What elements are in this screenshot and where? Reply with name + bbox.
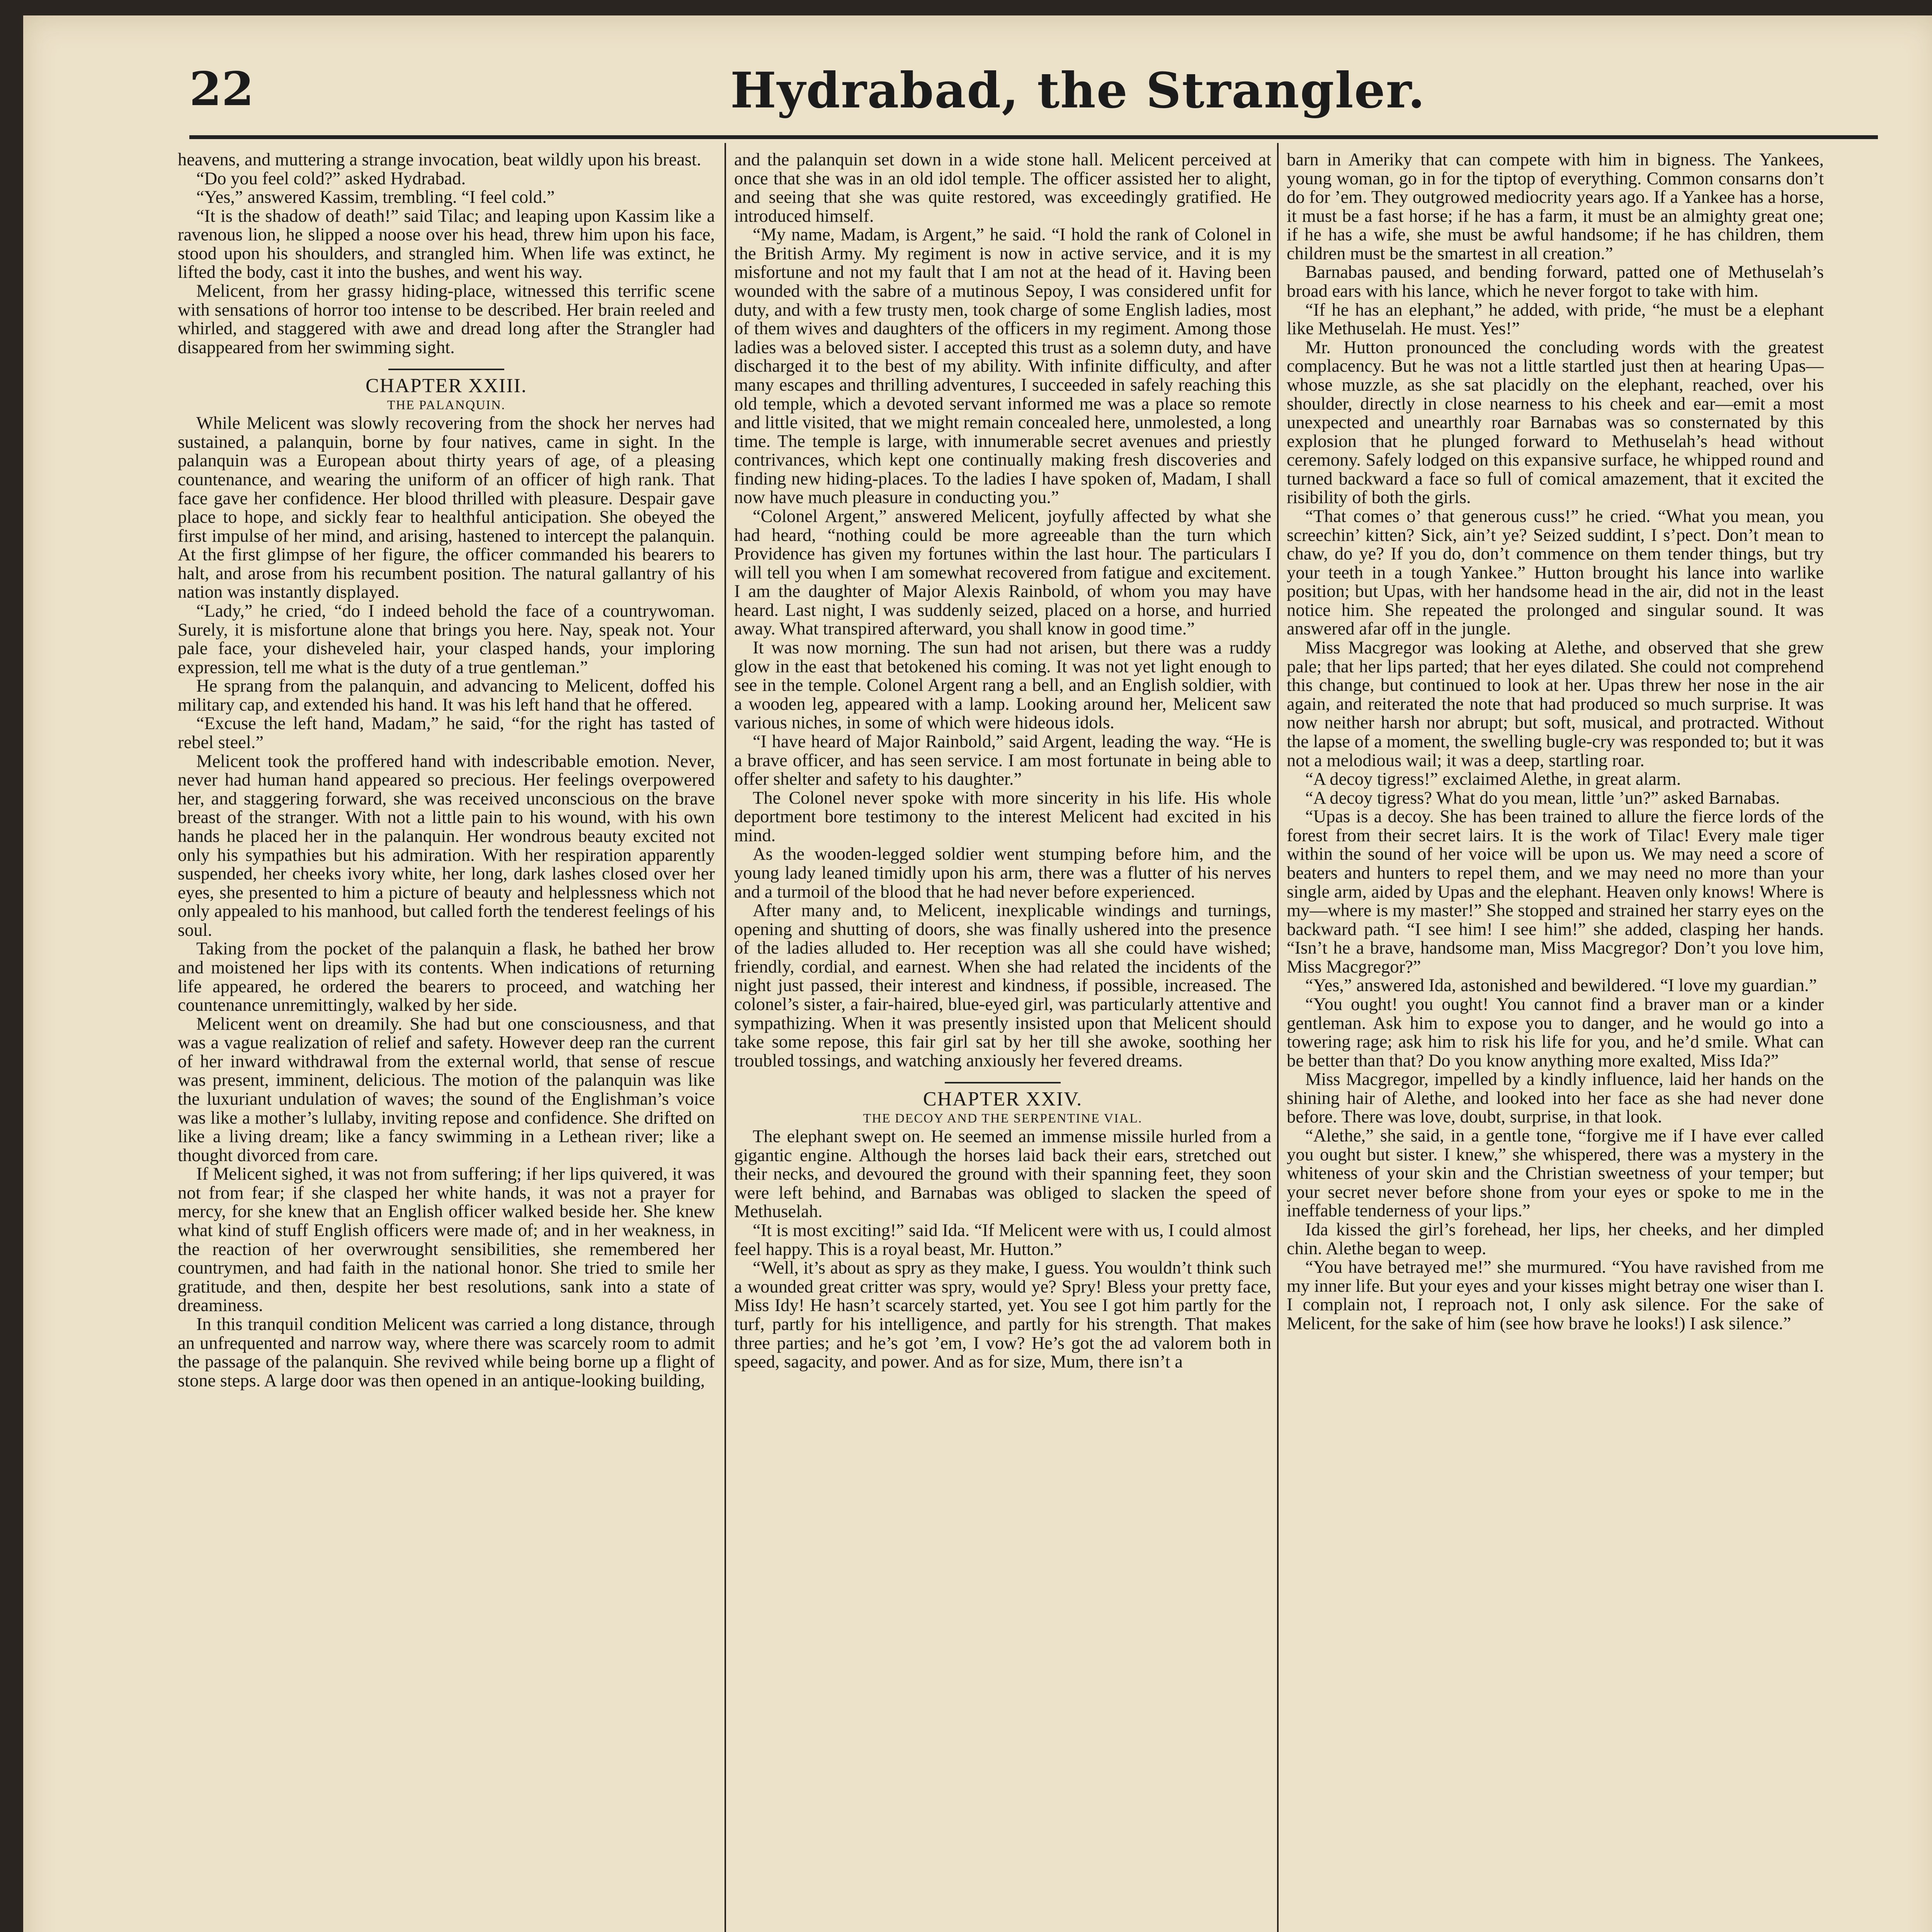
paragraph: “That comes o’ that generous cuss!” he cried. “What you mean, you screechin’ kitten? Sick, ain’t ye? Seized suddint, I s’pect. Don’t mean to chaw, do ye? If you do, don’t commence on them tender things, but try your teeth in a tough Yankee.” Hutton brought his lance into warlike position; but Upas, with her handsome head in the air, did not in the least notice him. She repeated the prolonged and singular sound. It was answered afar off in the jungle. [1287, 506, 1824, 639]
paragraph: “A decoy tigress? What do you mean, little ’un?” asked Barnabas. [1305, 788, 1780, 808]
chapter-subtitle: THE PALANQUIN. [387, 398, 506, 412]
paragraph: Melicent, from her grassy hiding-place, witnessed this terrific scene with sensations of horror too intense to be described. Her brain reeled and whirled, and staggered with awe and dread long after the Strangler had disappeared from her swimming sight. [178, 281, 715, 357]
paragraph: “Yes,” answered Ida, astonished and bewildered. “I love my guardian.” [1305, 976, 1817, 996]
chapter-rule [945, 1082, 1061, 1083]
paragraph: Mr. Hutton pronounced the concluding words with the greatest complacency. But he was not a little startled just then at hearing Upas—whose muzzle, as she sat placidly on the elephant, reached, over his shoulder, directly in close nearness to his cheek and ear—emit a most unexpected and unearthly roar Barnabas was so consternated by this explosion that he plunged forward to Methuselah’s head without ceremony. Safely lodged on this expansive surface, he whipped round and turned backward a face so full of comical amazement, that it excited the risibility of both the girls. [1287, 337, 1824, 508]
paragraph: As the wooden-legged soldier went stumping before him, and the young lady leaned timidly upon his arm, there was a flutter of his nerves and a turmoil of the blood that he had never before experienced. [734, 844, 1271, 902]
paragraph: “Upas is a decoy. She has been trained to allure the fierce lords of the forest from their secret lairs. It is the work of Tilac! Every male tiger within the sound of her voice will be upon us. We may need a score of beaters and hunters to repel them, and we may need no more than your single arm, aided by Upas and the elephant. Heaven only knows! Where is my—where is my master!” She stopped and strained her starry eyes on the backward path. “I see him! I see him!” she added, clasping her hands. “Isn’t he a brave, handsome man, Miss Macgregor? Don’t you love him, Miss Macgregor?” [1287, 807, 1824, 977]
chapter-rule [388, 369, 504, 370]
chapter-heading: CHAPTER XXIV. [923, 1088, 1083, 1111]
paragraph: In this tranquil condition Melicent was carried a long distance, through an unfrequented and narrow way, where there was scarcely room to admit the passage of the palanquin. She revived while being borne up a flight of stone steps. A large door was then opened in an antique-looking building, [178, 1314, 715, 1391]
chapter-heading-block [178, 369, 715, 412]
paragraph: The elephant swept on. He seemed an immense missile hurled from a gigantic engine. Although the horses laid back their ears, stretched out their necks, and devoured the ground with their spanning feet, they soon were left behind, and Barnabas was obliged to slacken the speed of Methuselah. [734, 1127, 1271, 1222]
paragraph: The Colonel never spoke with more sincerity in his life. His whole deportment bore testimony to the interest Melicent had excited in his mind. [734, 788, 1271, 845]
column-divider [1277, 143, 1279, 1932]
paragraph: Barnabas paused, and bending forward, patted one of Methuselah’s broad ears with his lance, which he never forgot to take with him. [1287, 262, 1824, 301]
paragraph: barn in Ameriky that can compete with him in bigness. The Yankees, young woman, go in for the tiptop of everything. Common consarns don’t do for ’em. They outgrowed mediocrity years ago. If a Yankee has a horse, it must be a fast horse; if he has a farm, it must be an almighty great one; if he has a wife, she must be awful handsome; if he has children, them children must be the smartest in all creation.” [1287, 151, 1824, 264]
paragraph: “Alethe,” she said, in a gentle tone, “forgive me if I have ever called you ought but sister. I knew,” she whispered, there was a mystery in the whiteness of your skin and the Christian sweetness of your temper; but your secret never before shone from your eyes or spoke to me in the ineffable tenderness of your lips.” [1287, 1126, 1824, 1221]
header-rule [189, 135, 1878, 139]
paragraph: “Colonel Argent,” answered Melicent, joyfully affected by what she had heard, “nothing could be more agreeable than the turn which Providence has given my fortunes within the last hour. The particulars I will tell you when I am somewhat recovered from fatigue and excitement. I am the daughter of Major Alexis Rainbold, of whom you may have heard. Last night, I was suddenly seized, placed on a horse, and hurried away. What transpired afterward, you shall know in good time.” [734, 506, 1271, 639]
paragraph: and the palanquin set down in a wide stone hall. Melicent perceived at once that she was in an old idol temple. The officer assisted her to alight, and seeing that she was quite restored, was exceedingly gratified. He introduced himself. [734, 151, 1271, 226]
running-title: Hydrabad, the Strangler. [730, 62, 1426, 119]
chapter-heading: CHAPTER XXIII. [366, 375, 527, 397]
newspaper-page [23, 15, 1932, 1932]
paragraph: “Excuse the left hand, Madam,” he said, “for the right has tasted of rebel steel.” [178, 714, 715, 753]
paragraph: He sprang from the palanquin, and advancing to Melicent, doffed his military cap, and extended his hand. It was his left hand that he offered. [178, 676, 715, 715]
page-number: 22 [189, 62, 254, 116]
paragraph: heavens, and muttering a strange invocation, beat wildly upon his breast. [178, 151, 701, 170]
paragraph: Miss Macgregor was looking at Alethe, and observed that she grew pale; that her lips parted; that her eyes dilated. She could not comprehend this change, but continued to look at her. Upas threw her nose in the air again, and reiterated the note that had produced so much surprise. It was now neither harsh nor abrupt; but soft, musical, and protracted. Without the lapse of a moment, the swelling bugle-cry was responded to; but it was not a melodious wail; it was a deep, startling roar. [1287, 638, 1824, 770]
paragraph: “If he has an elephant,” he added, with pride, “he must be a elephant like Methuselah. He must. Yes!” [1287, 300, 1824, 339]
text-column-1 [178, 151, 715, 1932]
chapter-heading-block [734, 1082, 1271, 1125]
paragraph: “A decoy tigress!” exclaimed Alethe, in great alarm. [1305, 769, 1681, 789]
paragraph: While Melicent was slowly recovering from the shock her nerves had sustained, a palanquin, borne by four natives, came in sight. In the palanquin was a European about thirty years of age, of a pleasing countenance, and wearing the uniform of an officer of high rank. That face gave her confidence. Her blood thrilled with pleasure. Despair gave place to hope, and sickly fear to healthful anticipation. She obeyed the first impulse of her mind, and arising, hastened to intercept the palanquin. At the first glimpse of her figure, the officer commanded his bearers to halt, and arose from his recumbent position. The natural gallantry of his nation was instantly displayed. [178, 413, 715, 602]
chapter-subtitle: THE DECOY AND THE SERPENTINE VIAL. [863, 1111, 1143, 1126]
paragraph: Melicent took the proffered hand with indescribable emotion. Never, never had human hand appeared so precious. Her feelings overpowered her, and staggering forward, she was received unconscious on the brave breast of the stranger. With not a little pain to his wound, with his own hands he placed her in the palanquin. Her wondrous beauty excited not only his sympathies but his admiration. With her respiration apparently suspended, her cheeks ivory white, her long, dark lashes closed over her eyes, she presented to him a picture of beauty and helplessness which not only appealed to his manhood, but called forth the tenderest feelings of his soul. [178, 751, 715, 940]
paragraph: It was now morning. The sun had not arisen, but there was a ruddy glow in the east that betokened his coming. It was not yet light enough to see in the temple. Colonel Argent rang a bell, and an English soldier, with a wooden leg, appeared with a lamp. Looking around her, Melicent saw various niches, in some of which were hideous idols. [734, 638, 1271, 733]
text-column-3 [1287, 151, 1824, 1932]
paragraph: “Yes,” answered Kassim, trembling. “I feel cold.” [196, 187, 555, 207]
text-column-2 [734, 151, 1271, 1932]
paragraph: “It is most exciting!” said Ida. “If Melicent were with us, I could almost feel happy. This is a royal beast, Mr. Hutton.” [734, 1221, 1271, 1259]
paragraph: “You have betrayed me!” she murmured. “You have ravished from me my inner life. But your eyes and your kisses might betray one wiser than I. I complain not, I reproach not, I only ask silence. For the sake of Melicent, for the sake of him (see how brave he looks!) I ask silence.” [1287, 1257, 1824, 1333]
paragraph: If Melicent sighed, it was not from suffering; if her lips quivered, it was not from fear; if she clasped her white hands, it was not a prayer for mercy, for she knew that an English officer walked beside her. She knew what kind of stuff English officers were made of; and in her weakness, in the reaction of her overwrought sensibilities, she remembered her countrymen, and had faith in the national honor. She tried to smile her gratitude, and then, despite her best resolutions, sank into a state of dreaminess. [178, 1164, 715, 1316]
paragraph: “Well, it’s about as spry as they make, I guess. You wouldn’t think such a wounded great critter was spry, would ye? Spry! Bless your pretty face, Miss Idy! He hasn’t scarcely started, yet. You see I got him partly for the turf, partly for his intelligence, and partly for his strength. That makes three parties; and he’s got ’em, I vow? He’s got the ad valorem both in speed, sagacity, and power. And as for size, Mum, there isn’t a [734, 1258, 1271, 1372]
paragraph: “It is the shadow of death!” said Tilac; and leaping upon Kassim like a ravenous lion, he slipped a noose over his head, threw him upon his face, stood upon his shoulders, and strangled him. When life was extinct, he lifted the body, cast it into the bushes, and went his way. [178, 206, 715, 282]
paragraph: Ida kissed the girl’s forehead, her lips, her cheeks, and her dimpled chin. Alethe began to weep. [1287, 1219, 1824, 1259]
column-divider [724, 143, 726, 1932]
paragraph: “Do you feel cold?” asked Hydrabad. [196, 168, 466, 189]
paragraph: Miss Macgregor, impelled by a kindly influence, laid her hands on the shining hair of Alethe, and looked into her face as she had never done before. There was love, doubt, surprise, in that look. [1287, 1070, 1824, 1127]
paragraph: “Lady,” he cried, “do I indeed behold the face of a countrywoman. Surely, it is misfortune alone that brings you here. Nay, speak not. Your pale face, your disheveled hair, your clasped hands, your imploring expression, tell me what is the duty of a true gentleman.” [178, 601, 715, 677]
paragraph: “I have heard of Major Rainbold,” said Argent, leading the way. “He is a brave officer, and has seen service. I am most fortunate in being able to offer shelter and safety to his daughter.” [734, 731, 1271, 789]
paragraph: “You ought! you ought! You cannot find a braver man or a kinder gentleman. Ask him to expose you to danger, and he would go into a towering rage; ask him to risk his life for you, and he’d smile. What can be better than that? Do you know anything more exalted, Miss Ida?” [1287, 995, 1824, 1071]
page-header [189, 62, 1878, 135]
paragraph: After many and, to Melicent, inexplicable windings and turnings, opening and shutting of doors, she was finally ushered into the presence of the ladies alluded to. Her reception was all she could have wished; friendly, cordial, and earnest. When she had related the incidents of the night just passed, their interest and kindness, if possible, increased. The colonel’s sister, a fair-haired, blue-eyed girl, was particularly attentive and sympathizing. When it was presently insisted upon that Melicent should take some repose, this fair girl sat by her till she awoke, soothing her troubled tossings, and watching anxiously her fevered dreams. [734, 901, 1271, 1071]
paragraph: “My name, Madam, is Argent,” he said. “I hold the rank of Colonel in the British Army. My regiment is now in active service, and it is my misfortune and not my fault that I am not at the head of it. Having been wounded with the sabre of a mutinous Sepoy, I was considered unfit for duty, and with a few trusty men, took charge of some English ladies, most of them wives and daughters of the officers in my regiment. Among those ladies was a beloved sister. I accepted this trust as a solemn duty, and have discharged it to the best of my ability. With infinite difficulty, and after many escapes and thrilling adventures, I succeeded in safely reaching this old temple, which a devoted servant informed me was a place so remote and little visited, that we might remain concealed here, unmolested, a long time. The temple is large, with innumerable secret avenues and priestly contrivances, which kept one continually making fresh discoveries and finding new hiding-places. To the ladies I have spoken of, Madam, I shall now have much pleasure in conducting you.” [734, 225, 1271, 508]
paragraph: Taking from the pocket of the palanquin a flask, he bathed her brow and moistened her lips with its contents. When indications of returning life appeared, he ordered the bearers to proceed, and watching her countenance unremittingly, walked by her side. [178, 939, 715, 1015]
paragraph: Melicent went on dreamily. She had but one consciousness, and that was a vague realization of relief and safety. However deep ran the current of her inward withdrawal from the external world, that sense of rescue was present, imminent, delicious. The motion of the palanquin was like the luxuriant undulation of waves; the sound of the Englishman’s voice was like a mother’s lullaby, inviting repose and confidence. She drifted on like a living dream; like a fancy swimming in a Lethean river; like a thought divorced from care. [178, 1014, 715, 1165]
